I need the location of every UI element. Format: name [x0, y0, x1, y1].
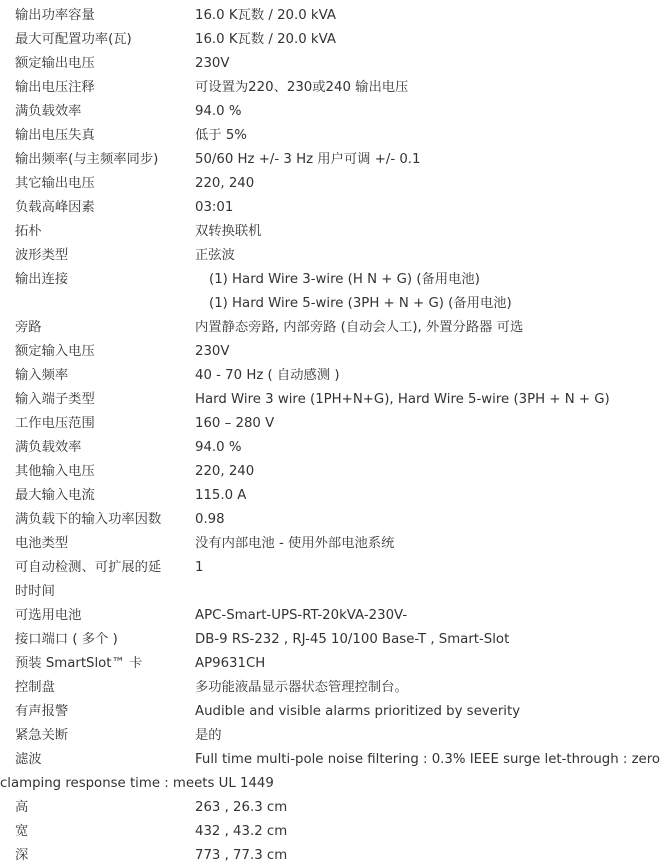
spec-label: 可自动检测、可扩展的延 — [15, 560, 162, 575]
spec-row-control-panel — [0, 676, 670, 700]
spec-value: 94.0 % — [195, 104, 242, 119]
spec-row-bypass — [0, 316, 670, 340]
spec-row-crest-factor — [0, 196, 670, 220]
spec-label: 高 — [15, 800, 29, 815]
spec-value: 是的 — [195, 728, 222, 743]
spec-row-input-efficiency — [0, 436, 670, 460]
spec-row-input-frequency — [0, 364, 670, 388]
spec-row-input-voltage-range — [0, 412, 670, 436]
spec-label: 深 — [15, 848, 29, 863]
spec-row-other-output-voltages — [0, 172, 670, 196]
spec-row-height — [0, 796, 670, 820]
spec-value: 263 , 26.3 cm — [195, 800, 288, 815]
spec-value: 双转换联机 — [195, 224, 262, 239]
spec-value: 220, 240 — [195, 176, 255, 191]
spec-label: 输出连接 — [15, 272, 69, 287]
spec-row-waveform — [0, 244, 670, 268]
spec-row-max-configurable-power — [0, 28, 670, 52]
spec-value: 220, 240 — [195, 464, 255, 479]
spec-label: 可选用电池 — [15, 608, 82, 623]
spec-row-output-connections — [0, 268, 670, 292]
spec-label: 输出频率(与主频率同步) — [15, 152, 159, 167]
spec-label: 有声报警 — [15, 704, 69, 719]
spec-row-output-voltage-note — [0, 76, 670, 100]
spec-value: Hard Wire 3 wire (1PH+N+G), Hard Wire 5-wire (3PH + N + G) — [195, 392, 610, 407]
spec-value: 没有内部电池 - 使用外部电池系统 — [195, 536, 395, 551]
spec-label: 额定输入电压 — [15, 344, 95, 359]
spec-label: 紧急关断 — [15, 728, 69, 743]
spec-row-full-load-efficiency — [0, 100, 670, 124]
spec-value: 16.0 K瓦数 / 20.0 kVA — [195, 32, 336, 47]
spec-row-emergency-power-off — [0, 724, 670, 748]
spec-label: 宽 — [15, 824, 29, 839]
spec-value: 40 - 70 Hz ( 自动感测 ) — [195, 368, 340, 383]
spec-row-audible-alarm — [0, 700, 670, 724]
spec-value: 可设置为220、230或240 输出电压 — [195, 80, 409, 95]
spec-value: 773 , 77.3 cm — [195, 848, 288, 863]
spec-row-optional-batteries — [0, 604, 670, 628]
spec-row-nominal-output-voltage — [0, 52, 670, 76]
spec-label: 拓朴 — [15, 224, 42, 239]
spec-value-wrapped: clamping response time : meets UL 1449 — [0, 776, 274, 791]
spec-label: 输出电压失真 — [15, 128, 95, 143]
spec-value: Full time multi-pole noise filtering : 0.3% IEEE surge let-through : zero — [195, 752, 661, 767]
spec-row-battery-type — [0, 532, 670, 556]
spec-label: 工作电压范围 — [15, 416, 95, 431]
spec-label: 预装 SmartSlot™ 卡 — [15, 656, 143, 671]
spec-row-output-frequency — [0, 148, 670, 172]
spec-row-input-connections — [0, 388, 670, 412]
spec-label: 输入频率 — [15, 368, 69, 383]
spec-value: (1) Hard Wire 5-wire (3PH + N + G) (备用电池) — [209, 296, 512, 311]
spec-value: AP9631CH — [195, 656, 266, 671]
spec-label: 其他输入电压 — [15, 464, 95, 479]
spec-value: 16.0 K瓦数 / 20.0 kVA — [195, 8, 336, 23]
spec-label: 控制盘 — [15, 680, 55, 695]
spec-value: 1 — [195, 560, 204, 575]
spec-label: 旁路 — [15, 320, 42, 335]
spec-value: DB-9 RS-232 , RJ-45 10/100 Base-T , Smart-Slot — [195, 632, 510, 647]
spec-value: 94.0 % — [195, 440, 242, 455]
spec-label: 满负载效率 — [15, 104, 82, 119]
spec-row-interface-ports — [0, 628, 670, 652]
spec-label: 滤波 — [15, 752, 42, 767]
spec-value: 115.0 A — [195, 488, 247, 503]
spec-label: 输入端子类型 — [15, 392, 95, 407]
spec-value: 多功能液晶显示器状态管理控制台。 — [195, 680, 408, 695]
spec-value: (1) Hard Wire 3-wire (H N + G) (备用电池) — [209, 272, 480, 287]
spec-value: 160 – 280 V — [195, 416, 275, 431]
spec-row-input-power-factor — [0, 508, 670, 532]
spec-row-smartslot-card — [0, 652, 670, 676]
spec-value: 正弦波 — [195, 248, 235, 263]
spec-label: 时时间 — [15, 584, 55, 599]
spec-value: 内置静态旁路, 内部旁路 (自动会人工), 外置分路器 可选 — [195, 320, 524, 335]
spec-label: 满负载下的输入功率因数 — [15, 512, 162, 527]
spec-label: 电池类型 — [15, 536, 69, 551]
spec-label: 负载高峰因素 — [15, 200, 95, 215]
spec-label: 输出功率容量 — [15, 8, 95, 23]
spec-label: 其它输出电压 — [15, 176, 95, 191]
spec-row-topology — [0, 220, 670, 244]
spec-label: 最大可配置功率(瓦) — [15, 32, 132, 47]
spec-value: 230V — [195, 56, 230, 71]
spec-row-filtering-cont — [0, 772, 670, 796]
spec-label: 接口端口 ( 多个 ) — [15, 632, 118, 647]
spec-label: 最大输入电流 — [15, 488, 95, 503]
spec-label: 额定输出电压 — [15, 56, 95, 71]
spec-value: Audible and visible alarms prioritized by severity — [195, 704, 521, 719]
spec-row-output-distortion — [0, 124, 670, 148]
spec-row-nominal-input-voltage — [0, 340, 670, 364]
spec-row-output-power — [0, 4, 670, 28]
spec-label: 输出电压注释 — [15, 80, 95, 95]
spec-row-extended-runtime-cont — [0, 580, 670, 604]
spec-row-other-input-voltages — [0, 460, 670, 484]
spec-list — [0, 4, 670, 868]
spec-value: APC-Smart-UPS-RT-20kVA-230V- — [195, 608, 408, 623]
spec-row-max-input-current — [0, 484, 670, 508]
spec-row-width — [0, 820, 670, 844]
spec-row-extended-runtime — [0, 556, 670, 580]
spec-label: 满负载效率 — [15, 440, 82, 455]
spec-value: 03:01 — [195, 200, 234, 215]
spec-value: 230V — [195, 344, 230, 359]
spec-row-depth — [0, 844, 670, 868]
spec-value: 432 , 43.2 cm — [195, 824, 288, 839]
spec-row-output-connections-cont — [0, 292, 670, 316]
spec-row-filtering — [0, 748, 670, 772]
spec-value: 50/60 Hz +/- 3 Hz 用户可调 +/- 0.1 — [195, 152, 421, 167]
spec-label: 波形类型 — [15, 248, 69, 263]
spec-value: 0.98 — [195, 512, 225, 527]
spec-value: 低于 5% — [195, 128, 247, 143]
